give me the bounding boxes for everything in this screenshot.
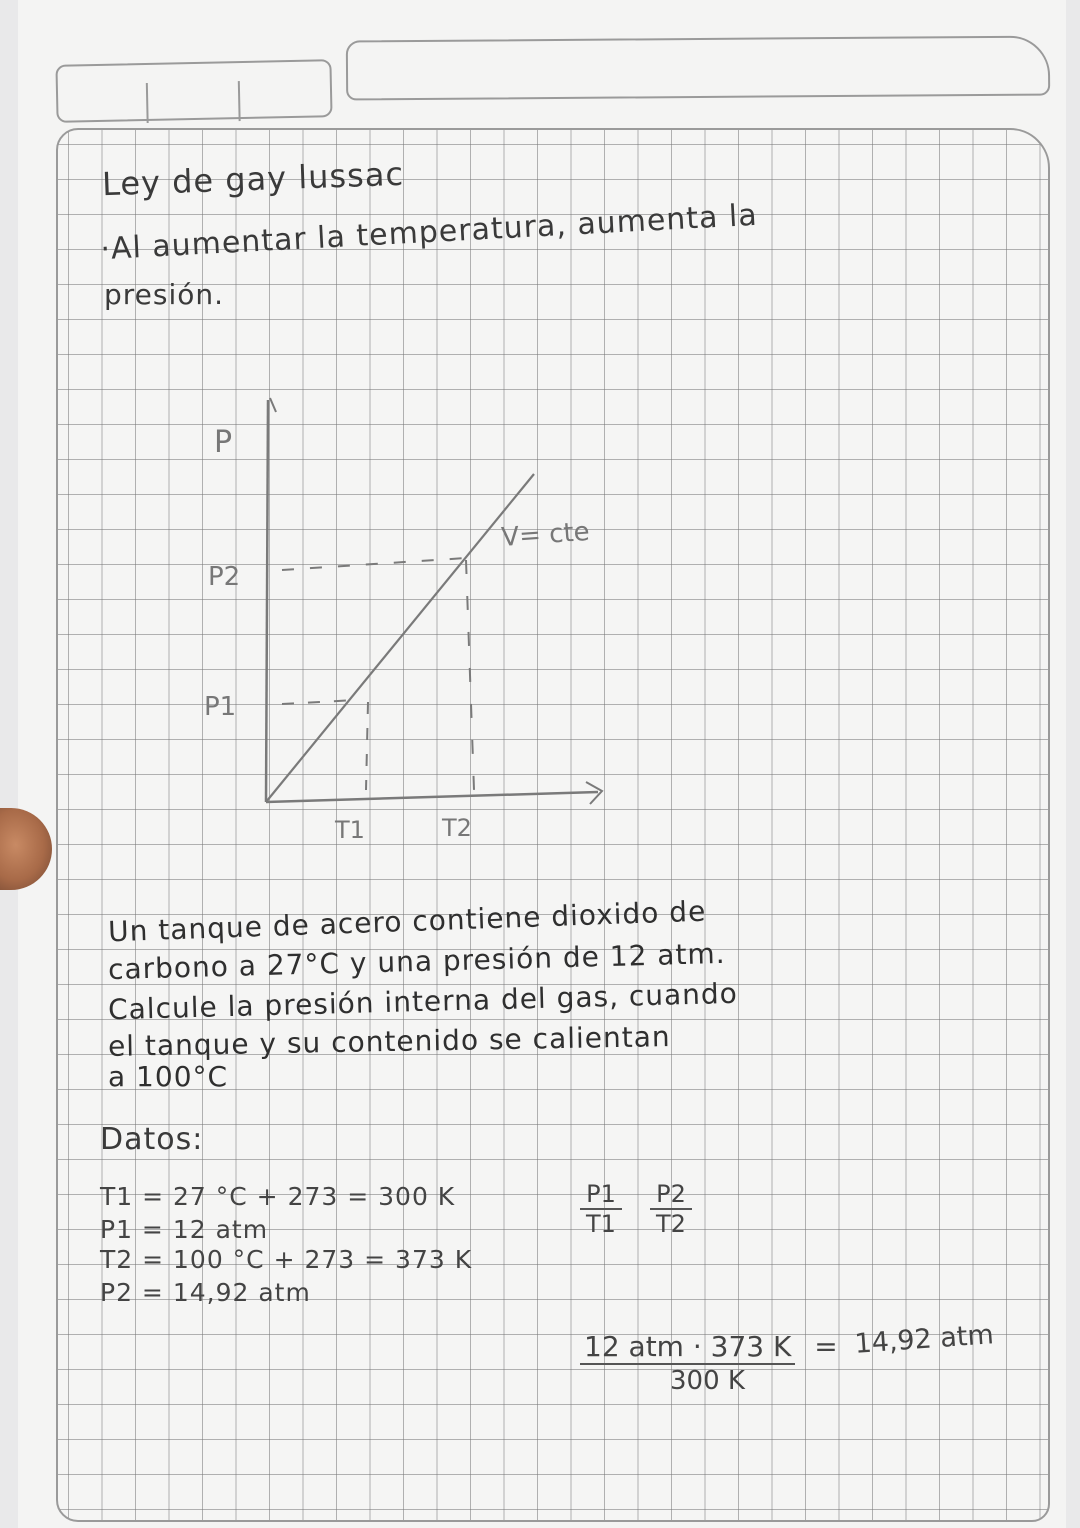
- calculation-denominator: 300 K: [670, 1366, 745, 1396]
- formula-right-fraction: [650, 1180, 692, 1238]
- datos-item: T1 = 27 °C + 273 = 300 K: [100, 1182, 456, 1211]
- problem-line: a 100°C: [108, 1060, 229, 1093]
- date-divider: [238, 81, 241, 121]
- y-axis-label: P: [214, 425, 233, 460]
- y-axis: [266, 400, 268, 802]
- p1-guide: [282, 700, 356, 704]
- datos-item: P2 = 14,92 atm: [100, 1278, 311, 1307]
- header-date-box: [55, 59, 332, 123]
- datos-heading: Datos:: [100, 1122, 204, 1157]
- problem-line: Un tanque de acero contiene dioxido de: [107, 894, 707, 949]
- problem-line: el tanque y su contenido se calientan: [107, 1020, 671, 1063]
- x-axis: [266, 792, 598, 802]
- p2-guide: [282, 558, 466, 570]
- formula-right-denominator: T2: [656, 1210, 686, 1238]
- problem-line: Calcule la presión interna del gas, cuando: [107, 976, 739, 1027]
- problem-line: carbono a 27°C y una presión de 12 atm.: [107, 936, 727, 987]
- formula-left-numerator: P1: [580, 1180, 622, 1210]
- calculation-numerator: 12 atm · 373 K: [580, 1330, 795, 1365]
- y-axis-arrow-icon: [270, 398, 276, 412]
- t2-label: T2: [442, 814, 472, 842]
- formula-left-fraction: [580, 1180, 622, 1238]
- pressure-temperature-graph: [190, 390, 640, 860]
- calculation: [580, 1319, 995, 1396]
- calculation-equals: =: [814, 1330, 838, 1363]
- line-label: V= cte: [500, 516, 591, 553]
- page-title: Ley de gay lussac: [101, 154, 405, 204]
- t1-label: T1: [335, 816, 365, 844]
- p2-label: P2: [208, 562, 241, 592]
- statement-line-2: presión.: [104, 278, 225, 311]
- date-divider: [146, 83, 149, 123]
- pressure-line: [266, 474, 534, 802]
- datos-item: P1 = 12 atm: [100, 1215, 269, 1244]
- datos-item: T2 = 100 °C + 273 = 373 K: [100, 1245, 473, 1274]
- p1-label: P1: [204, 692, 237, 722]
- formula-right-numerator: P2: [650, 1180, 692, 1210]
- statement-line-1: ·Al aumentar la temperatura, aumenta la: [99, 197, 759, 268]
- calculation-result: 14,92 atm: [853, 1319, 995, 1360]
- formula-left-denominator: T1: [586, 1210, 616, 1238]
- t1-guide: [366, 702, 368, 790]
- t2-guide: [466, 560, 474, 790]
- header-title-box: [346, 36, 1050, 101]
